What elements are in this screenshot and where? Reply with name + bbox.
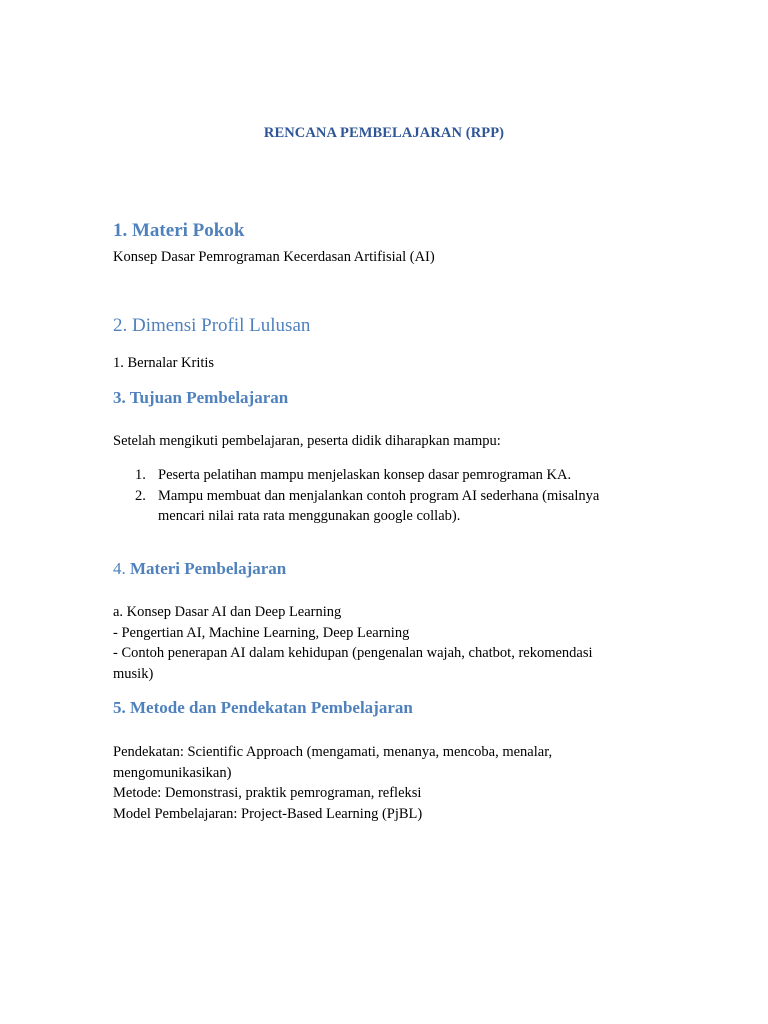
material-line: a. Konsep Dasar AI dan Deep Learning <box>113 604 342 620</box>
list-item <box>113 486 633 527</box>
section-4-heading-text: Materi Pembelajaran <box>130 559 287 578</box>
section-2-heading: 2. Dimensi Profil Lulusan <box>113 315 311 336</box>
method-line: Pendekatan: Scientific Approach (mengamati, menanya, mencoba, menalar, mengomunikasikan) <box>113 744 553 781</box>
list-item-number: 2. <box>135 487 146 504</box>
material-line: - Contoh penerapan AI dalam kehidupan (pengenalan wajah, chatbot, rekomendasi musik) <box>113 645 593 682</box>
list-item-number: 1. <box>135 467 146 483</box>
method-line: Model Pembelajaran: Project-Based Learning (PjBL) <box>113 805 423 822</box>
document-title: RENCANA PEMBELAJARAN (RPP) <box>263 125 505 141</box>
method-line: Metode: Demonstrasi, praktik pemrograman, refleksi <box>113 785 422 801</box>
section-3-heading: 3. Tujuan Pembelajaran <box>113 388 289 407</box>
section-5-heading: 5. Metode dan Pendekatan Pembelajaran <box>113 698 413 717</box>
section-4-heading-number: 4. <box>113 559 126 578</box>
objectives-list <box>113 465 633 527</box>
list-item-text: Peserta pelatihan mampu menjelaskan konsep dasar pemrograman KA. <box>158 467 572 483</box>
list-item-text: Mampu membuat dan menjalankan contoh program AI sederhana (misalnya mencari nilai rata rata menggunakan google collab). <box>158 487 600 524</box>
material-line: - Pengertian AI, Machine Learning, Deep Learning <box>113 624 410 641</box>
section-2-body: 1. Bernalar Kritis <box>113 355 215 371</box>
section-5-body <box>113 742 633 824</box>
section-4-body <box>113 602 633 684</box>
list-item <box>113 465 633 486</box>
section-3-intro: Setelah mengikuti pembelajaran, peserta didik diharapkan mampu: <box>113 433 501 449</box>
section-4-heading <box>113 559 286 579</box>
section-1-heading: 1. Materi Pokok <box>113 220 245 241</box>
section-1-body: Konsep Dasar Pemrograman Kecerdasan Artifisial (AI) <box>113 249 435 265</box>
